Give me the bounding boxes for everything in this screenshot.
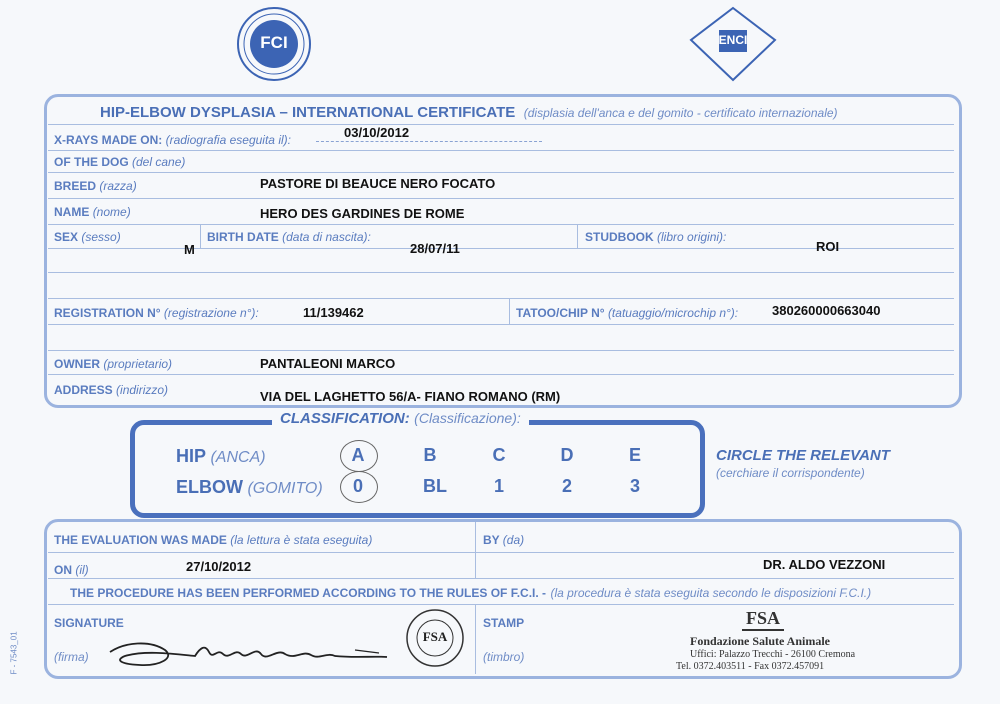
title-italian: (displasia dell'anca e del gomito - certificato internazionale) xyxy=(523,106,838,120)
registration-label: REGISTRATION N° (registrazione n°): xyxy=(54,306,259,320)
sex-value: M xyxy=(184,242,195,257)
stamp-label-italian: (timbro) xyxy=(483,650,525,664)
handwritten-signature xyxy=(105,630,395,675)
fsa-stamp-phone: Tel. 0372.403511 - Fax 0372.457091 xyxy=(676,661,825,672)
enci-logo xyxy=(683,4,783,84)
address-label: ADDRESS (indirizzo) xyxy=(54,383,169,397)
stamp-label: STAMP xyxy=(483,616,525,630)
name-label: NAME (nome) xyxy=(54,205,131,219)
fsa-stamp-logo: FSA xyxy=(742,608,784,631)
hip-grade-a: A xyxy=(351,445,365,465)
by-value: DR. ALDO VEZZONI xyxy=(763,557,886,572)
fsa-stamp-address: Uffici: Palazzo Trecchi - 26100 Cremona xyxy=(690,649,856,660)
birth-date-label: BIRTH DATE (data di nascita): xyxy=(207,230,371,244)
elbow-label: ELBOW (GOMITO) xyxy=(176,477,323,497)
registration-value: 11/139462 xyxy=(303,305,364,320)
classification-title: CLASSIFICATION: (Classificazione): xyxy=(272,410,529,428)
classification-box xyxy=(130,420,705,518)
breed-value: PASTORE DI BEAUCE NERO FOCATO xyxy=(260,176,496,191)
elbow-grade-2: 2 xyxy=(561,476,572,496)
fci-logo-text: FCI xyxy=(260,33,288,52)
fsa-stamp xyxy=(676,608,886,672)
studbook-value: ROI xyxy=(816,239,840,254)
hip-grade-b: B xyxy=(423,445,437,465)
hip-grade-c: C xyxy=(492,445,506,465)
hip-grade-e: E xyxy=(628,445,641,465)
elbow-grade-0: 0 xyxy=(352,476,363,496)
xrays-label: X-RAYS MADE ON: (radiografia eseguita il): xyxy=(54,133,291,147)
evaluation-label: THE EVALUATION WAS MADE (la lettura è stata eseguita) xyxy=(54,533,373,547)
breed-label: BREED (razza) xyxy=(54,179,137,193)
form-code: F - 7543_01 xyxy=(9,631,19,675)
elbow-grade-1: 1 xyxy=(493,476,504,496)
of-the-dog-label: OF THE DOG (del cane) xyxy=(54,155,186,169)
fsa-stamp-org-name: Fondazione Salute Animale xyxy=(690,634,831,648)
chip-value: 380260000663040 xyxy=(772,303,881,318)
name-value: HERO DES GARDINES DE ROME xyxy=(260,206,465,221)
sex-label: SEX (sesso) xyxy=(54,230,121,244)
procedure-text: THE PROCEDURE HAS BEEN PERFORMED ACCORDING TO THE RULES OF F.C.I. - (la procedura è stata eseguita secondo le disposizioni F.C.I.) xyxy=(70,586,872,600)
address-value: VIA DEL LAGHETTO 56/A- FIANO ROMANO (RM) xyxy=(260,389,561,404)
on-label: ON (il) xyxy=(54,563,89,577)
xrays-date: 03/10/2012 xyxy=(344,125,410,140)
studbook-label: STUDBOOK (libro origini): xyxy=(585,230,727,244)
owner-value: PANTALEONI MARCO xyxy=(260,356,396,371)
signature-label-italian: (firma) xyxy=(54,650,89,664)
reading-center-seal xyxy=(405,608,465,668)
fci-logo xyxy=(236,6,312,82)
on-value: 27/10/2012 xyxy=(186,559,252,574)
by-label: BY (da) xyxy=(483,533,525,547)
birth-date-value: 28/07/11 xyxy=(410,241,460,256)
signature-label: SIGNATURE xyxy=(54,616,124,630)
elbow-grade-3: 3 xyxy=(629,476,640,496)
hip-grade-d: D xyxy=(560,445,574,465)
chip-label: TATOO/CHIP N° (tatuaggio/microchip n°): xyxy=(516,306,739,320)
owner-label: OWNER (proprietario) xyxy=(54,357,173,371)
hip-label: HIP (ANCA) xyxy=(176,446,266,466)
seal-center-text: FSA xyxy=(422,629,448,644)
certificate-title xyxy=(100,104,838,122)
title-main: HIP-ELBOW DYSPLASIA – INTERNATIONAL CERTIFICATE xyxy=(100,104,516,121)
enci-logo-text: ENCI xyxy=(718,33,748,47)
elbow-grade-bl: BL xyxy=(423,476,447,496)
circle-note: CIRCLE THE RELEVANT xyxy=(716,447,890,464)
circle-note-italian: (cerchiare il corrispondente) xyxy=(716,466,865,480)
